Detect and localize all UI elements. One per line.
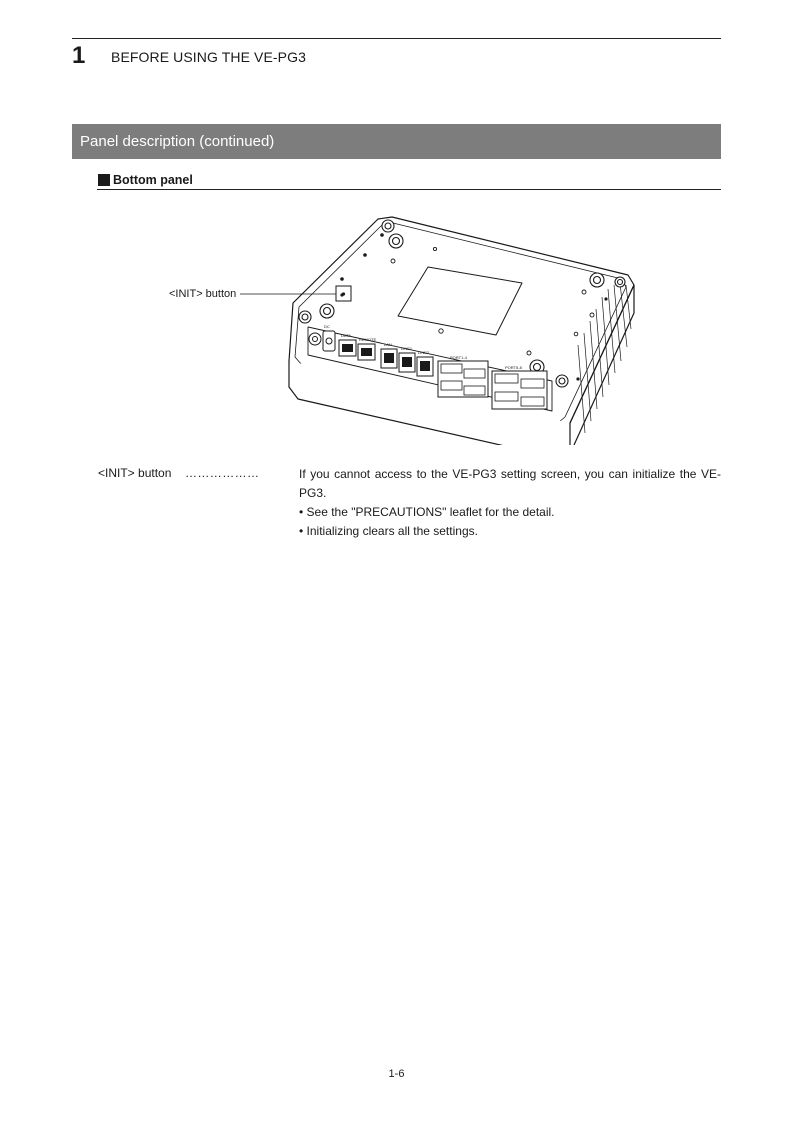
subsection-heading bbox=[97, 172, 721, 190]
section-header-bar bbox=[72, 124, 721, 159]
port-label-line1: LINE1 bbox=[401, 346, 413, 351]
port-label-ports-1-4: PORT1-4 bbox=[450, 355, 467, 360]
init-button-callout-label: <INIT> button bbox=[169, 288, 237, 300]
header-rule bbox=[72, 38, 721, 39]
device-illustration bbox=[160, 205, 650, 445]
port-label-remote: REMOTE bbox=[359, 337, 377, 342]
port-label-line2: LINE2 bbox=[418, 350, 430, 355]
bullet-clears-settings: • Initializing clears all the settings. bbox=[299, 524, 478, 538]
port-label-ports-5-8: PORT5-8 bbox=[505, 365, 522, 370]
leader-dots: ……………… bbox=[185, 466, 260, 480]
port-label-data: DATA bbox=[341, 333, 352, 338]
subsection-title: Bottom panel bbox=[113, 173, 193, 187]
page-number: 1-6 bbox=[388, 1068, 405, 1080]
bottom-panel-figure bbox=[160, 205, 650, 445]
description-text: If you cannot access to the VE-PG3 setting screen, you can initialize the VE-PG3. bbox=[299, 467, 721, 500]
chapter-number: 1 bbox=[72, 42, 86, 69]
chapter-title: BEFORE USING THE VE-PG3 bbox=[111, 49, 306, 65]
port-label-dc: DC bbox=[324, 324, 330, 329]
description-term: <INIT> button bbox=[98, 466, 172, 480]
port-label-lan: LAN bbox=[384, 342, 392, 347]
description-body bbox=[299, 465, 721, 541]
square-bullet-icon bbox=[98, 174, 110, 186]
bullet-precautions: • See the "PRECAUTIONS" leaflet for the detail. bbox=[299, 505, 555, 519]
section-title: Panel description (continued) bbox=[80, 133, 275, 150]
